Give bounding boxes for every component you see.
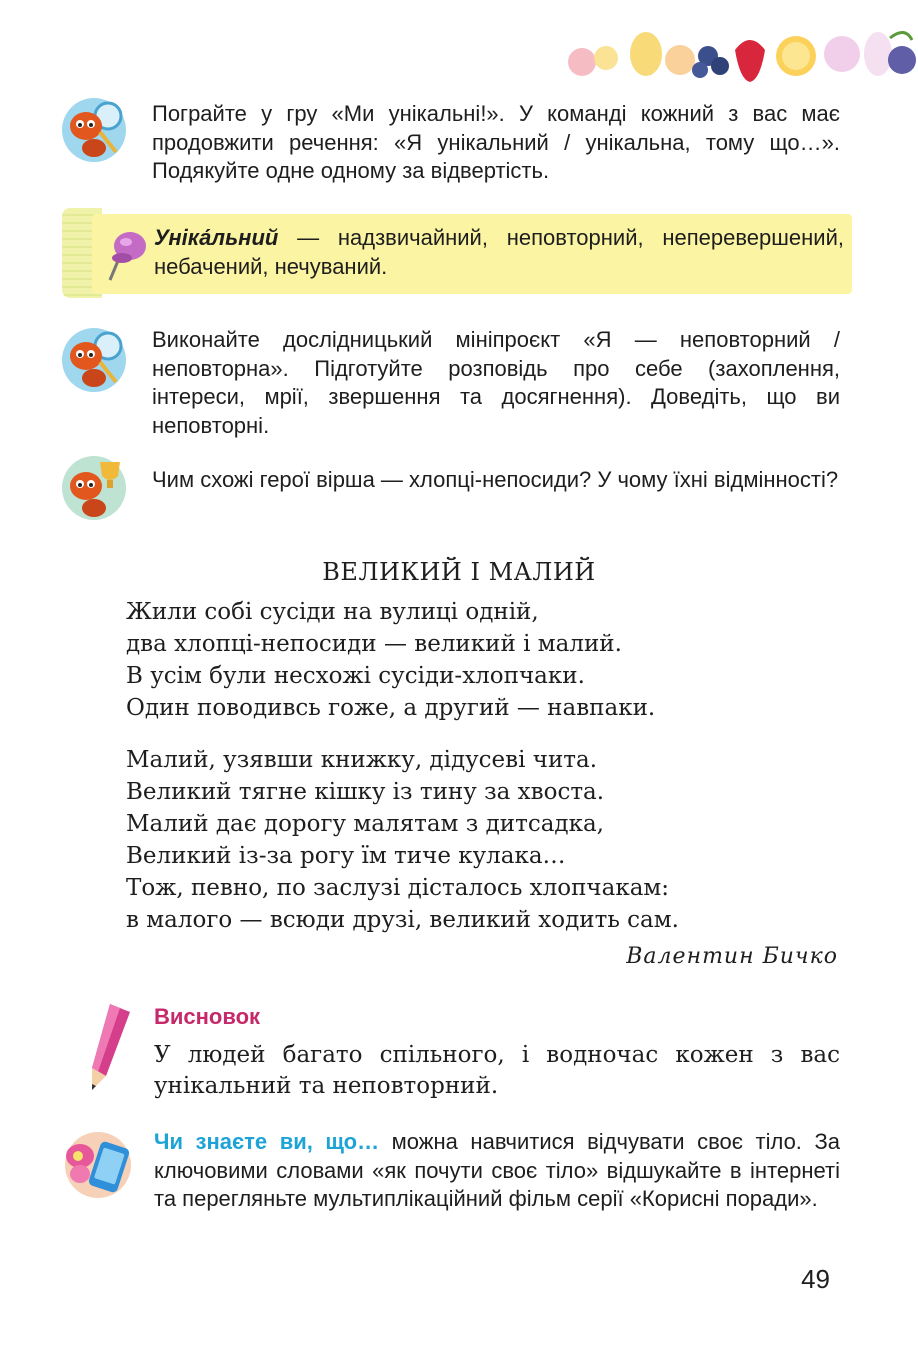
poem-line: Тож, певно, по заслузі дісталось хлопчакам: [126, 875, 670, 901]
poem-stanza [126, 744, 846, 936]
fruit-decoration-icon [560, 20, 918, 82]
poem-line: Великий тягне кішку із тину за хвоста. [126, 779, 605, 805]
pencil-icon [84, 1002, 136, 1092]
butterfly-phone-icon [60, 1130, 136, 1200]
page-number: 49 [801, 1264, 830, 1294]
poem-line: В усім були несхожі сусіди-хлопчаки. [126, 663, 585, 689]
poem-stanza [126, 596, 846, 724]
poem-line: Малий дає дорогу малятам з дитсадка, [126, 811, 604, 837]
poem-line: два хлопці-непосиди — великий і малий. [126, 631, 622, 657]
task-text: Чим схожі герої вірша — хлопці-непосиди? У чому їхні відмінності? [152, 467, 839, 492]
ant-magnifier-icon [60, 326, 128, 394]
pushpin-icon [102, 224, 152, 284]
poem-line: Малий, узявши книжку, дідусеві чита. [126, 747, 598, 773]
poem-title: ВЕЛИКИЙ І МАЛИЙ [322, 558, 596, 586]
conclusion-text: У людей багато спільного, і водночас кожен з вас унікальний та неповторний. [154, 1042, 840, 1099]
poem-line: в малого — всюди друзі, великий ходить сам. [126, 907, 679, 933]
ant-trophy-icon [60, 454, 128, 522]
task-text: Виконайте дослідницький мініпроєкт «Я — неповторний / неповторна». Підготуйте розповідь про себе (захоплення, інтереси, мрії, звершення та досягнення). Доведіть, що ви неповторні. [152, 327, 840, 438]
definition-term: Уніка́льний [154, 225, 279, 250]
poem-line: Великий із-за рогу їм тиче кулака… [126, 843, 566, 869]
did-you-know-text [154, 1128, 840, 1214]
definition-note [62, 208, 858, 294]
ant-magnifier-icon [60, 96, 128, 164]
poem-line: Жили собі сусіди на вулиці одній, [126, 599, 539, 625]
did-you-know-body: можна навчитися відчувати своє тіло. За ключовими словами «як почути своє тіло» відшукайте в інтернеті та перегляньте мультиплікаційний фільм серії «Корисні поради». [154, 1129, 840, 1211]
conclusion-heading: Висновок [154, 1004, 261, 1029]
task-text: Пограйте у гру «Ми унікальні!». У команді кожний з вас має продовжити речення: «Я унікальний / унікальна, тому що…». Подякуйте одне одному за відвертість. [152, 101, 840, 183]
definition-text [154, 224, 844, 281]
definition-body: — надзвичайний, неповторний, неперевершений, небачений, нечуваний. [154, 225, 844, 279]
poem-line: Один поводивсь гоже, а другий — навпаки. [126, 695, 656, 721]
did-you-know-lead: Чи знаєте ви, що… [154, 1129, 380, 1154]
poem-author: Валентин Бичко [626, 944, 838, 969]
